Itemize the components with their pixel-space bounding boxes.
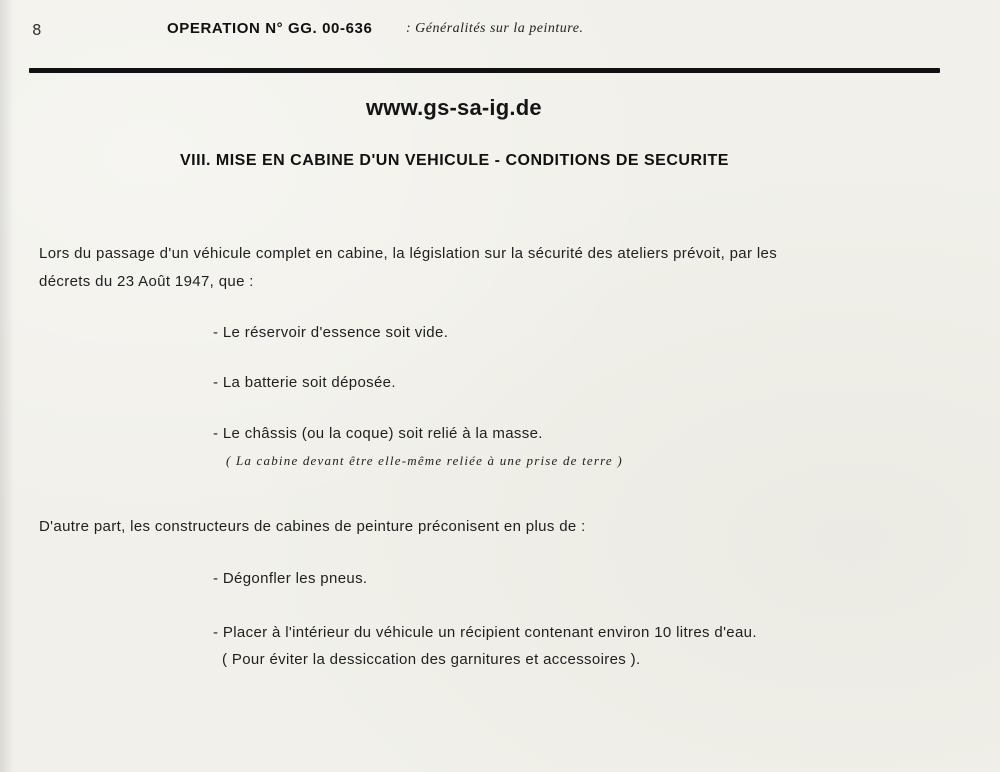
requirement-note: ( La cabine devant être elle-même reliée à une prise de terre ) [226,453,623,468]
website-watermark: www.gs-sa-ig.de [366,95,542,120]
intro-paragraph-line-2: décrets du 23 Août 1947, que : [39,273,254,290]
recommendation-water-container: - Placer à l'intérieur du véhicule un récipient contenant environ 10 litres d'eau. [213,624,757,641]
recommendation-note: ( Pour éviter la dessiccation des garnitures et accessoires ). [222,651,641,668]
header-rule [29,68,940,73]
page-number: 8 [32,21,42,39]
requirement-fuel-tank: - Le réservoir d'essence soit vide. [213,324,449,341]
recommendations-intro: D'autre part, les constructeurs de cabines de peinture préconisent en plus de : [39,518,586,535]
section-title: VIII. MISE EN CABINE D'UN VEHICULE - CONDITIONS DE SECURITE [180,152,729,169]
recommendation-deflate-tires: - Dégonfler les pneus. [213,570,368,587]
scan-edge-shadow [0,0,14,772]
operation-title: OPERATION N° GG. 00-636 [167,20,373,37]
requirement-chassis-ground: - Le châssis (ou la coque) soit relié à la masse. [213,425,543,442]
intro-paragraph-line-1: Lors du passage d'un véhicule complet en cabine, la législation sur la sécurité des ateliers prévoit, par les [39,245,778,262]
operation-subtitle: : Généralités sur la peinture. [406,21,584,36]
requirement-battery: - La batterie soit déposée. [213,374,396,391]
